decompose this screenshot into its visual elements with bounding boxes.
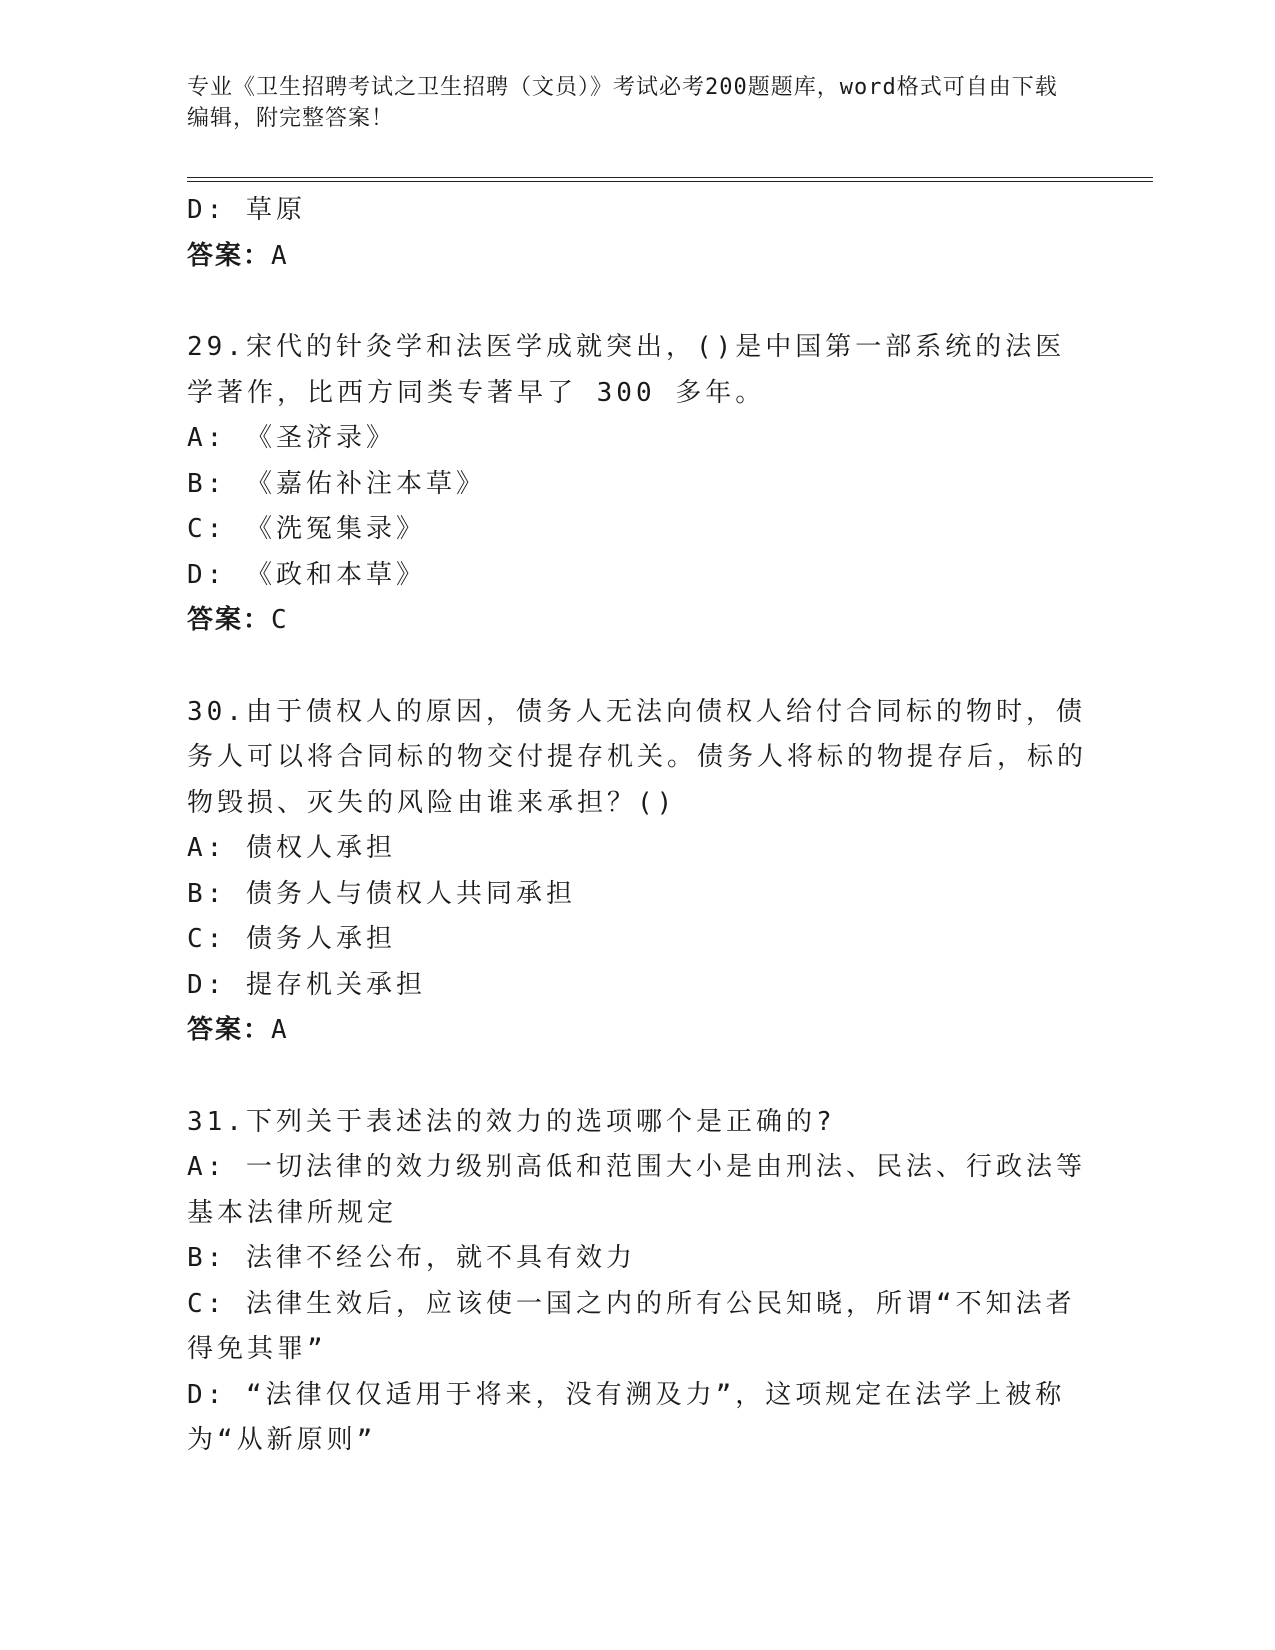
- answer-value: C: [271, 605, 289, 635]
- option-c: C: 债务人承担: [187, 924, 396, 954]
- answer-line: [187, 598, 1087, 644]
- header-text: 专业《卫生招聘考试之卫生招聘（文员）》考试必考200题题库，word格式可自由下载编辑，附完整答案！: [187, 75, 1058, 131]
- question-30: [187, 690, 1087, 1054]
- header-rule-bottom: [187, 181, 1153, 182]
- answer-line: [187, 234, 1087, 280]
- option-c: C: 《洗冤集录》: [187, 514, 426, 544]
- option-b: B: 债务人与债权人共同承担: [187, 878, 576, 909]
- answer-value: A: [271, 240, 289, 271]
- answer-line: [187, 1008, 1087, 1054]
- option-c: C: 法律生效后，应该使一国之内的所有公民知晓，所谓“不知法者得免其罪”: [187, 1288, 1076, 1364]
- option-a: A: 《圣济录》: [187, 423, 396, 453]
- option-d: D: “法律仅仅适用于将来，没有溯及力”，这项规定在法学上被称为“从新原则”: [187, 1379, 1066, 1455]
- option-b: B: 法律不经公布，就不具有效力: [187, 1243, 636, 1273]
- page-header: [187, 72, 1067, 134]
- answer-label: 答案：: [187, 605, 272, 635]
- option-d: D: 草原: [187, 195, 306, 225]
- question-content: [187, 188, 1087, 1464]
- question-stem: 30.由于债权人的原因，债务人无法向债权人给付合同标的物时，债务人可以将合同标的物交付提存机关。债务人将标的物提存后，标的物毁损、灭失的风险由谁来承担？(): [187, 696, 1088, 818]
- spacer: [187, 1054, 1087, 1100]
- question-stem: 31.下列关于表述法的效力的选项哪个是正确的?: [187, 1106, 836, 1137]
- question-31: [187, 1100, 1087, 1464]
- option-b: B: 《嘉佑补注本草》: [187, 468, 486, 499]
- answer-value: A: [271, 1015, 289, 1045]
- option-a: A: 一切法律的效力级别高低和范围大小是由刑法、民法、行政法等基本法律所规定: [187, 1152, 1086, 1228]
- option-a: A: 债权人承担: [187, 833, 396, 863]
- header-rule-top: [187, 177, 1153, 178]
- question-29: [187, 325, 1087, 644]
- answer-label: 答案：: [187, 1015, 272, 1045]
- spacer: [187, 644, 1087, 690]
- spacer: [187, 279, 1087, 325]
- option-d: D: 提存机关承担: [187, 969, 426, 1000]
- question-stem: 29.宋代的针灸学和法医学成就突出，()是中国第一部系统的法医学著作，比西方同类专著早了 300 多年。: [187, 332, 1066, 408]
- answer-label: 答案：: [187, 240, 272, 271]
- option-d: D: 《政和本草》: [187, 559, 426, 590]
